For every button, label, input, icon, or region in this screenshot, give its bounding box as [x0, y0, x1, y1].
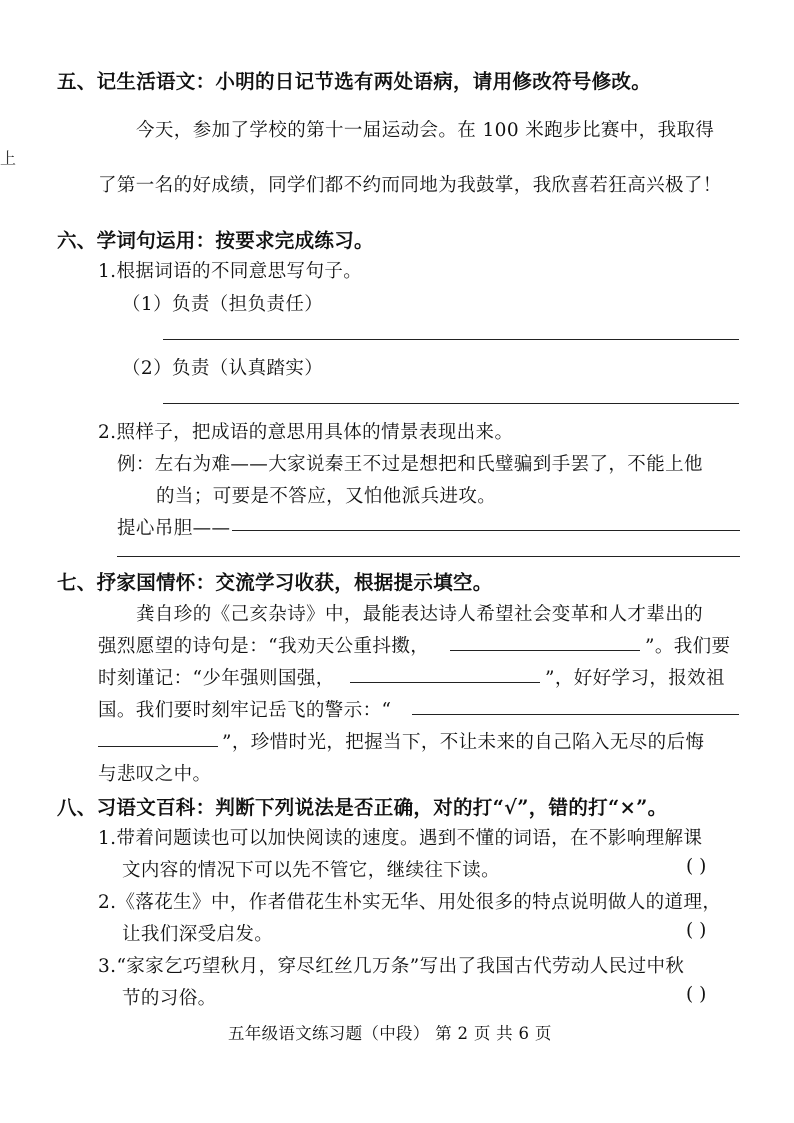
blank-3a[interactable]: [412, 714, 739, 715]
fill-line-1: 龚自珍的《己亥杂诗》中，最能表达诗人希望社会变革和人才辈出的: [136, 604, 704, 625]
blank-2[interactable]: [350, 682, 540, 683]
section-5-title: 五、记生活语文：小明的日记节选有两处语病，请用修改符号修改。: [57, 70, 652, 93]
example-line-1: 例：左右为难——大家说秦王不过是想把和氏璧骗到手罢了，不能上他: [117, 454, 703, 475]
fill-line-2b: ”。我们要: [645, 636, 731, 657]
fill-line-5b: ”，珍惜时光，把握当下，不让未来的自己陷入无尽的后悔: [222, 732, 705, 753]
judge-2-answer[interactable]: ( ): [686, 920, 707, 941]
judge-1-answer[interactable]: ( ): [686, 856, 707, 877]
margin-mark: 上: [0, 149, 17, 168]
fill-line-3a: 时刻谨记：“少年强则国强，: [98, 668, 335, 689]
fill-line-6: 与悲叹之中。: [98, 764, 212, 785]
answer-line-6-2-a[interactable]: [232, 530, 740, 531]
section-7-title: 七、抒家国情怀：交流学习收获，根据提示填空。: [57, 571, 493, 594]
fill-line-2a: 强烈愿望的诗句是：“我劝天公重抖擞，: [98, 636, 430, 657]
judge-3-answer[interactable]: ( ): [686, 984, 707, 1005]
example-line-2: 的当；可要是不答应，又怕他派兵进攻。: [156, 486, 497, 507]
question-6-2: 2.照样子，把成语的意思用具体的情景表现出来。: [98, 422, 514, 443]
judge-2-line-1: 2.《落花生》中，作者借花生朴实无华、用处很多的特点说明做人的道理，: [98, 892, 722, 913]
judge-1-line-1: 1.带着问题读也可以加快阅读的速度。遇到不懂的词语，在不影响理解课: [98, 828, 703, 849]
page-footer: 五年级语文练习题（中段） 第 2 页 共 6 页: [228, 1024, 552, 1043]
answer-line-6-1-a[interactable]: [163, 339, 739, 340]
fill-line-4a: 国。我们要时刻牢记岳飞的警示：“: [98, 700, 392, 721]
judge-3-line-2: 节的习俗。: [122, 988, 217, 1009]
blank-3b[interactable]: [98, 746, 218, 747]
question-6-1-a: （1）负责（担负责任）: [122, 294, 324, 315]
judge-3-line-1: 3.“家家乞巧望秋月，穿尽红丝几万条”写出了我国古代劳动人民过中秋: [98, 956, 685, 977]
question-6-1-b: （2）负责（认真踏实）: [122, 358, 324, 379]
diary-line-2: 了第一名的好成绩，同学们都不约而同地为我鼓掌，我欣喜若狂高兴极了！: [98, 175, 722, 196]
diary-line-1: 今天，参加了学校的第十一届运动会。在 100 米跑步比赛中，我取得: [136, 120, 715, 141]
section-6-title: 六、学词句运用：按要求完成练习。: [57, 229, 374, 252]
fill-line-3b: ”，好好学习，报效祖: [545, 668, 725, 689]
section-8-title: 八、习语文百科：判断下列说法是否正确，对的打“√”，错的打“×”。: [57, 796, 668, 819]
answer-line-6-1-b[interactable]: [163, 403, 739, 404]
judge-2-line-2: 让我们深受启发。: [122, 924, 274, 945]
answer-line-6-2-b[interactable]: [117, 556, 740, 557]
blank-1[interactable]: [450, 650, 640, 651]
question-6-1: 1.根据词语的不同意思写句子。: [98, 261, 363, 282]
judge-1-line-2: 文内容的情况下可以先不管它，继续往下读。: [122, 860, 501, 881]
idiom-prompt: 提心吊胆——: [117, 518, 231, 539]
